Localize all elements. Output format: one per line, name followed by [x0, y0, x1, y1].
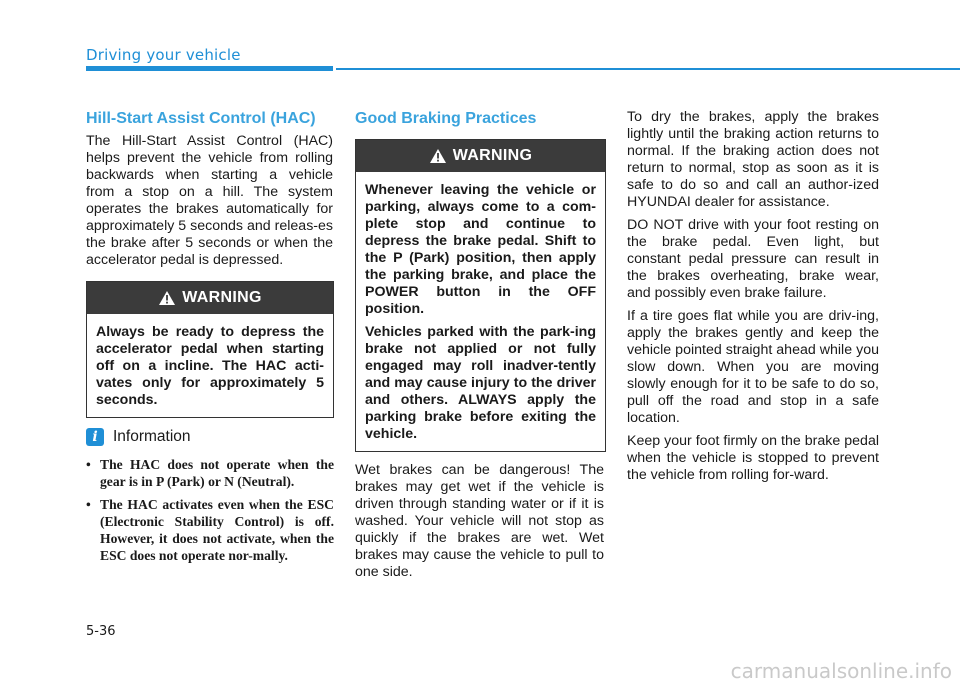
page-number: 5-36 [86, 624, 116, 639]
right-column [627, 109, 879, 490]
information-bullets [86, 456, 334, 570]
braking-warning-paragraph: Vehicles parked with the park-ing brake not applied or not fully engaged may roll inadver-tently and may cause injury to the driver and others. ALWAYS apply the parking brake before exiting the vehicle. [365, 324, 596, 442]
warning-triangle-icon [158, 290, 176, 306]
hac-warning-text: Always be ready to depress the accelerator pedal when starting off on a incline. The HAC acti-vates only for approximately 5 seconds. [96, 324, 324, 408]
braking-warning-paragraph: Whenever leaving the vehicle or parking, always come to a com-plete stop and continue to depress the brake pedal. Shift to the P (Park) position, then apply the parking brake, and place the POWER button in the OFF position. [365, 182, 596, 317]
braking-warning-header [356, 140, 605, 172]
information-bullet: • The HAC activates even when the ESC (Electronic Stability Control) is off. However, it does not activate, when the ESC does not operate nor-mally. [86, 496, 334, 564]
braking-heading: Good Braking Practices [355, 110, 537, 127]
information-title: Information [113, 428, 191, 445]
right-paragraph: To dry the brakes, apply the brakes lightly until the braking action returns to normal. If the braking action does not return to normal, stop as soon as it is safe to do so and call an author-ized HYUNDAI dealer for assistance. [627, 109, 879, 210]
braking-warning-label: WARNING [452, 147, 533, 164]
right-paragraph: Keep your foot firmly on the brake pedal when the vehicle is stopped to prevent the vehicle from rolling for-ward. [627, 433, 879, 483]
right-paragraph: DO NOT drive with your foot resting on the brake pedal. Even light, but constant pedal pressure can result in the brakes overheating, brake wear, and possibly even brake failure. [627, 217, 879, 301]
hac-warning-label: WARNING [182, 289, 262, 306]
info-icon: i [86, 428, 104, 446]
braking-warning-text [356, 172, 605, 451]
information-header [86, 428, 191, 446]
section-title: Driving your vehicle [86, 46, 241, 64]
hac-warning-header [87, 282, 333, 314]
hac-heading: Hill-Start Assist Control (HAC) [86, 110, 316, 127]
header-rule-thick [86, 66, 333, 71]
right-paragraph: If a tire goes flat while you are driv-ing, apply the brakes gently and keep the vehicle pointed straight ahead while you slow down. When you are moving slowly enough for it to be safe to do so, pull off the road and stop in a safe location. [627, 308, 879, 426]
wet-brakes-text: Wet brakes can be dangerous! The brakes may get wet if the vehicle is driven through standing water or if it is washed. Your vehicle will not stop as quickly if the brakes are wet. Wet brakes may cause the vehicle to pull to one side. [355, 462, 604, 580]
hac-warning-box [86, 281, 334, 418]
hac-body: The Hill-Start Assist Control (HAC) helps prevent the vehicle from rolling backwards when starting a vehicle from a stop on a hill. The system operates the brakes automatically for approximately 5 seconds and releas-es the brake after 5 seconds or when the accelerator pedal is depressed. [86, 133, 333, 268]
information-bullet: • The HAC does not operate when the gear is in P (Park) or N (Neutral). [86, 456, 334, 490]
header-rule-thin [336, 68, 960, 70]
watermark: carmanualsonline.info [730, 659, 952, 683]
braking-warning-box [355, 139, 606, 452]
warning-triangle-icon [429, 148, 447, 164]
